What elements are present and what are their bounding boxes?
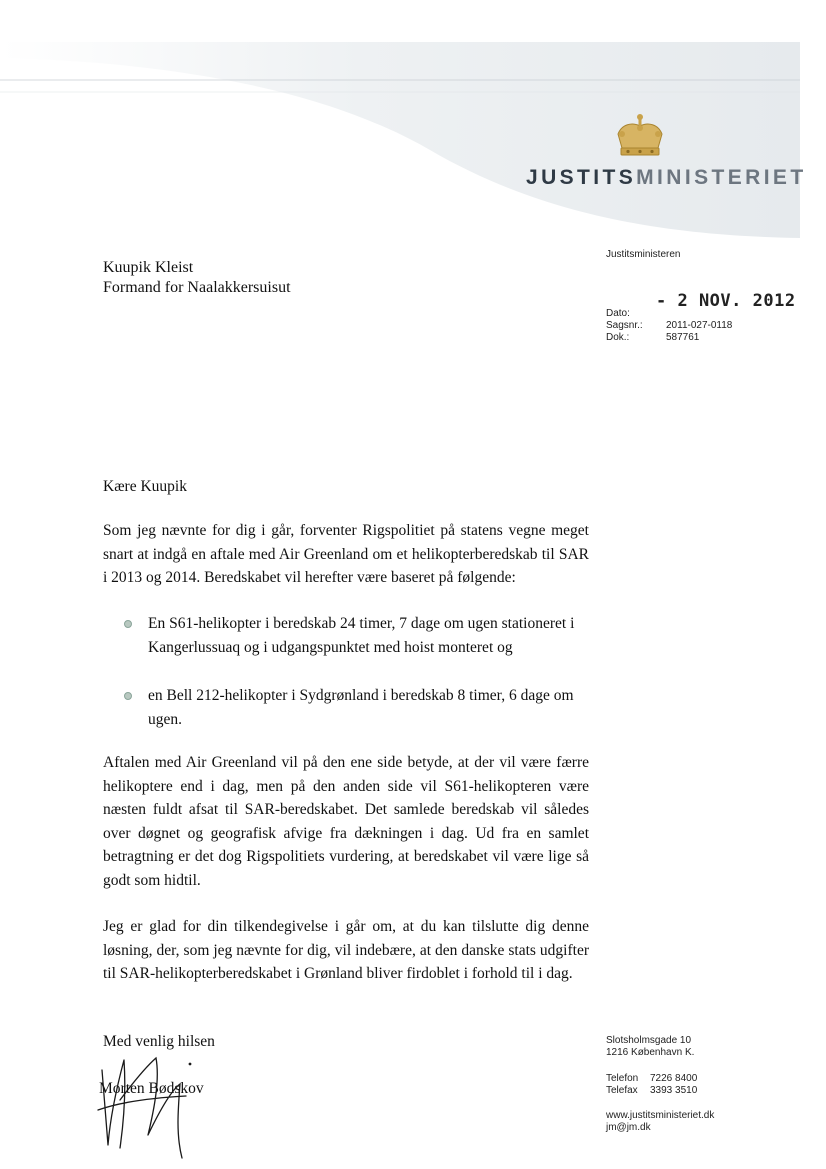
phone-label: Telefon: [606, 1073, 639, 1084]
phone-value: 7226 8400: [650, 1073, 698, 1084]
bullet-text: en Bell 212-helikopter i Sydgrønland i beredskab 8 timer, 6 dage om ugen.: [148, 687, 574, 728]
salutation: Kære Kuupik: [103, 478, 187, 495]
ministry-logo: [526, 166, 807, 190]
street-address: Slotsholmsgade 10: [606, 1035, 692, 1046]
bullet-icon: [124, 692, 132, 700]
case-value: 2011-027-0118: [666, 320, 733, 331]
phone-row: [606, 1073, 746, 1085]
date-stamp: - 2 NOV. 2012: [656, 291, 796, 311]
email-link[interactable]: jm@jm.dk: [606, 1122, 651, 1133]
letterhead-band: [0, 0, 826, 250]
date-row: [606, 308, 766, 320]
recipient-title: Formand for Naalakkersuisut: [103, 279, 291, 296]
closing-greeting: Med venlig hilsen: [103, 1033, 215, 1050]
doc-value: 587761: [666, 332, 700, 343]
paragraph-3: Jeg er glad for din tilkendegivelse i går om, at du kan tilslutte dig denne løsning, der, som jeg nævnte for dig, vil indebære, at den danske stats udgifter til SAR-helikopterberedskabet i Grønland bliver firdoblet i forhold til i dag.: [103, 918, 589, 982]
handwritten-signature: [90, 1040, 200, 1160]
paragraph-1: Som jeg nævnte for dig i går, forventer Rigspolitiet på statens vegne meget snart at indgå en aftale med Air Greenland om et helikopterberedskab til SAR i 2013 og 2014. Beredskabet vil herefter være baseret på følgende:: [103, 522, 589, 586]
phone-block: [606, 1073, 746, 1097]
website-link[interactable]: www.justitsministeriet.dk: [606, 1110, 715, 1121]
ministry-logo-dark: JUSTITS: [526, 166, 637, 189]
sender-title: Justitsministeren: [606, 249, 681, 260]
case-label: Sagsnr.:: [606, 320, 643, 331]
doc-label: Dok.:: [606, 332, 630, 343]
address-block: [606, 1035, 694, 1059]
date-label: Dato:: [606, 308, 630, 319]
fax-row: [606, 1085, 746, 1097]
document-metadata: [606, 292, 766, 344]
paragraph-2: Aftalen med Air Greenland vil på den ene side betyde, at der vil være færre helikoptere end i dag, men på den anden side vil S61-helikopteren være næsten fuldt afsat til SAR-beredskabet. Det samlede beredskab vil således over døgnet og geografisk afvige fra dækningen i dag. Ud fra en samlet betragtning er det dog Rigspolitiets vurdering, at beredskabet vil være lige så godt som hidtil.: [103, 754, 589, 889]
fax-value: 3393 3510: [650, 1085, 698, 1096]
crown-icon: [612, 112, 668, 164]
fax-label: Telefax: [606, 1085, 638, 1096]
doc-row: [606, 332, 766, 344]
bullet-text: En S61-helikopter i beredskab 24 timer, 7 dage om ugen stationeret i Kangerlussuaq og i udgangspunktet med hoist monteret og: [148, 615, 575, 656]
recipient-name: Kuupik Kleist: [103, 259, 194, 276]
signatory-name: Morten Bødskov: [99, 1080, 204, 1097]
city-address: 1216 København K.: [606, 1047, 695, 1058]
web-block: [606, 1110, 714, 1134]
recipient-block: [103, 258, 291, 298]
bullet-icon: [124, 620, 132, 628]
ministry-logo-light: MINISTERIET: [636, 166, 807, 189]
case-row: [606, 320, 766, 332]
